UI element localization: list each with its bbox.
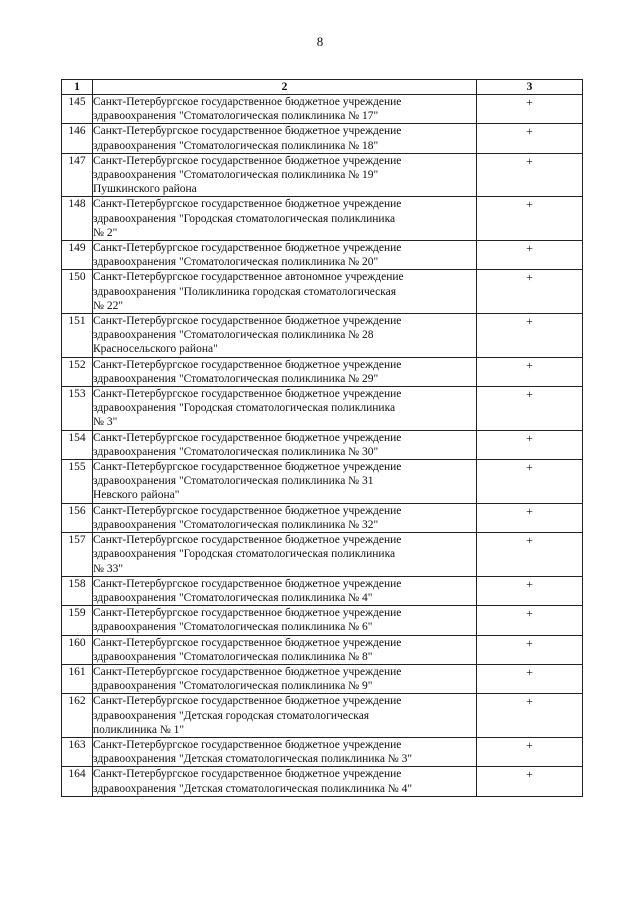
row-number: 163	[62, 737, 93, 766]
institution-name-line: здравоохранения "Стоматологическая поликлиника № 17"	[93, 110, 379, 123]
inclusion-mark: +	[477, 387, 583, 431]
table-row	[62, 387, 583, 431]
institution-name-line: здравоохранения "Стоматологическая поликлиника № 29"	[93, 372, 379, 385]
column-header-2: 2	[93, 80, 477, 95]
inclusion-mark: +	[477, 576, 583, 605]
inclusion-mark: +	[477, 694, 583, 738]
table-row	[62, 197, 583, 241]
table-row	[62, 430, 583, 459]
institution-name-line: Санкт-Петербургское государственное бюджетное учреждение	[93, 768, 402, 781]
row-number: 161	[62, 664, 93, 693]
institution-name-line: № 3"	[93, 416, 118, 429]
row-number: 145	[62, 95, 93, 124]
table-row	[62, 576, 583, 605]
institution-name-line: Красносельского района"	[93, 343, 218, 356]
institution-name-line: Пушкинского района	[93, 183, 197, 196]
institution-name	[93, 197, 477, 241]
institution-name	[93, 533, 477, 577]
institution-name-line: здравоохранения "Стоматологическая поликлиника № 30"	[93, 445, 379, 458]
row-number: 152	[62, 357, 93, 386]
row-number: 155	[62, 460, 93, 504]
institution-name-line: Санкт-Петербургское государственное бюджетное учреждение	[93, 358, 402, 371]
row-number: 154	[62, 430, 93, 459]
row-number: 146	[62, 124, 93, 153]
inclusion-mark: +	[477, 124, 583, 153]
row-number: 158	[62, 576, 93, 605]
table-row	[62, 694, 583, 738]
inclusion-mark: +	[477, 430, 583, 459]
inclusion-mark: +	[477, 767, 583, 796]
institution-name	[93, 357, 477, 386]
institution-name-line: здравоохранения "Стоматологическая поликлиника № 20"	[93, 256, 379, 269]
institution-name-line: здравоохранения "Стоматологическая поликлиника № 32"	[93, 518, 379, 531]
table-row	[62, 124, 583, 153]
institution-name-line: здравоохранения "Стоматологическая поликлиника № 19"	[93, 169, 379, 182]
institution-name	[93, 270, 477, 314]
inclusion-mark: +	[477, 314, 583, 358]
institution-name-line: № 2"	[93, 226, 118, 239]
inclusion-mark: +	[477, 270, 583, 314]
table-row	[62, 767, 583, 796]
institution-name-line: Санкт-Петербургское государственное бюджетное учреждение	[93, 388, 402, 401]
table-row	[62, 357, 583, 386]
institution-name	[93, 124, 477, 153]
row-number: 149	[62, 241, 93, 270]
table-row	[62, 314, 583, 358]
institution-name-line: Невского района"	[93, 489, 180, 502]
institution-name	[93, 694, 477, 738]
institution-name	[93, 241, 477, 270]
institution-name-line: Санкт-Петербургское государственное бюджетное учреждение	[93, 461, 402, 474]
institution-name-line: Санкт-Петербургское государственное бюджетное учреждение	[93, 154, 402, 167]
row-number: 148	[62, 197, 93, 241]
inclusion-mark: +	[477, 95, 583, 124]
institution-name-line: Санкт-Петербургское государственное бюджетное учреждение	[93, 504, 402, 517]
institution-name	[93, 737, 477, 766]
institution-name-line: Санкт-Петербургское государственное бюджетное учреждение	[93, 665, 402, 678]
institution-name-line: здравоохранения "Стоматологическая поликлиника № 18"	[93, 139, 379, 152]
institution-name	[93, 767, 477, 796]
institution-name	[93, 606, 477, 635]
institution-name-line: Санкт-Петербургское государственное автономное учреждение	[93, 271, 404, 284]
table-row	[62, 241, 583, 270]
inclusion-mark: +	[477, 197, 583, 241]
institution-name-line: № 22"	[93, 299, 124, 312]
institution-name	[93, 314, 477, 358]
table-row	[62, 664, 583, 693]
inclusion-mark: +	[477, 664, 583, 693]
table-row	[62, 503, 583, 532]
table-row	[62, 606, 583, 635]
institution-name-line: Санкт-Петербургское государственное бюджетное учреждение	[93, 431, 402, 444]
table-row	[62, 270, 583, 314]
institution-name-line: Санкт-Петербургское государственное бюджетное учреждение	[93, 242, 402, 255]
institution-name	[93, 664, 477, 693]
row-number: 147	[62, 153, 93, 197]
table-row	[62, 95, 583, 124]
inclusion-mark: +	[477, 635, 583, 664]
institution-name-line: Санкт-Петербургское государственное бюджетное учреждение	[93, 577, 402, 590]
institution-name	[93, 635, 477, 664]
institution-name	[93, 153, 477, 197]
inclusion-mark: +	[477, 606, 583, 635]
institution-name-line: Санкт-Петербургское государственное бюджетное учреждение	[93, 198, 402, 211]
row-number: 157	[62, 533, 93, 577]
table-header-row	[62, 80, 583, 95]
row-number: 164	[62, 767, 93, 796]
column-header-3: 3	[477, 80, 583, 95]
institution-name-line: здравоохранения "Городская стоматологическая поликлиника	[93, 402, 396, 415]
inclusion-mark: +	[477, 153, 583, 197]
institution-name	[93, 430, 477, 459]
institution-name-line: здравоохранения "Стоматологическая поликлиника № 31	[93, 475, 374, 488]
institution-name-line: Санкт-Петербургское государственное бюджетное учреждение	[93, 534, 402, 547]
institution-name-line: здравоохранения "Стоматологическая поликлиника № 4"	[93, 591, 373, 604]
inclusion-mark: +	[477, 533, 583, 577]
row-number: 160	[62, 635, 93, 664]
table-row	[62, 533, 583, 577]
institution-name	[93, 387, 477, 431]
institution-name	[93, 460, 477, 504]
institution-name-line: Санкт-Петербургское государственное бюджетное учреждение	[93, 695, 402, 708]
table-row	[62, 737, 583, 766]
table-row	[62, 153, 583, 197]
institution-name-line: здравоохранения "Детская стоматологическая поликлиника № 4"	[93, 782, 413, 795]
institution-name-line: Санкт-Петербургское государственное бюджетное учреждение	[93, 636, 402, 649]
institution-name-line: Санкт-Петербургское государственное бюджетное учреждение	[93, 125, 402, 138]
row-number: 162	[62, 694, 93, 738]
institution-name-line: поликлиника № 1"	[93, 723, 185, 736]
inclusion-mark: +	[477, 357, 583, 386]
institution-name-line: здравоохранения "Поликлиника городская стоматологическая	[93, 285, 397, 298]
institution-name-line: здравоохранения "Городская стоматологическая поликлиника	[93, 212, 396, 225]
institution-name	[93, 95, 477, 124]
institution-name-line: Санкт-Петербургское государственное бюджетное учреждение	[93, 96, 402, 108]
table-row	[62, 635, 583, 664]
institution-name-line: здравоохранения "Стоматологическая поликлиника № 9"	[93, 680, 373, 693]
page-number: 8	[316, 34, 324, 49]
row-number: 159	[62, 606, 93, 635]
institution-name-line: здравоохранения "Детская стоматологическая поликлиника № 3"	[93, 753, 413, 766]
row-number: 153	[62, 387, 93, 431]
institution-name-line: здравоохранения "Детская городская стоматологическая	[93, 709, 370, 722]
inclusion-mark: +	[477, 503, 583, 532]
inclusion-mark: +	[477, 241, 583, 270]
institution-name-line: здравоохранения "Стоматологическая поликлиника № 28	[93, 329, 374, 342]
row-number: 156	[62, 503, 93, 532]
table-body	[62, 95, 583, 797]
institution-name-line: здравоохранения "Городская стоматологическая поликлиника	[93, 548, 396, 561]
column-header-1: 1	[62, 80, 93, 95]
table-row	[62, 460, 583, 504]
institution-name	[93, 503, 477, 532]
institution-name-line: Санкт-Петербургское государственное бюджетное учреждение	[93, 738, 402, 751]
institution-name-line: здравоохранения "Стоматологическая поликлиника № 8"	[93, 650, 373, 663]
inclusion-mark: +	[477, 737, 583, 766]
institution-name-line: № 33"	[93, 562, 124, 575]
row-number: 150	[62, 270, 93, 314]
institution-name	[93, 576, 477, 605]
institution-name-line: Санкт-Петербургское государственное бюджетное учреждение	[93, 607, 402, 620]
row-number: 151	[62, 314, 93, 358]
inclusion-mark: +	[477, 460, 583, 504]
institution-name-line: Санкт-Петербургское государственное бюджетное учреждение	[93, 315, 402, 328]
institution-name-line: здравоохранения "Стоматологическая поликлиника № 6"	[93, 621, 373, 634]
registry-table	[61, 79, 583, 797]
